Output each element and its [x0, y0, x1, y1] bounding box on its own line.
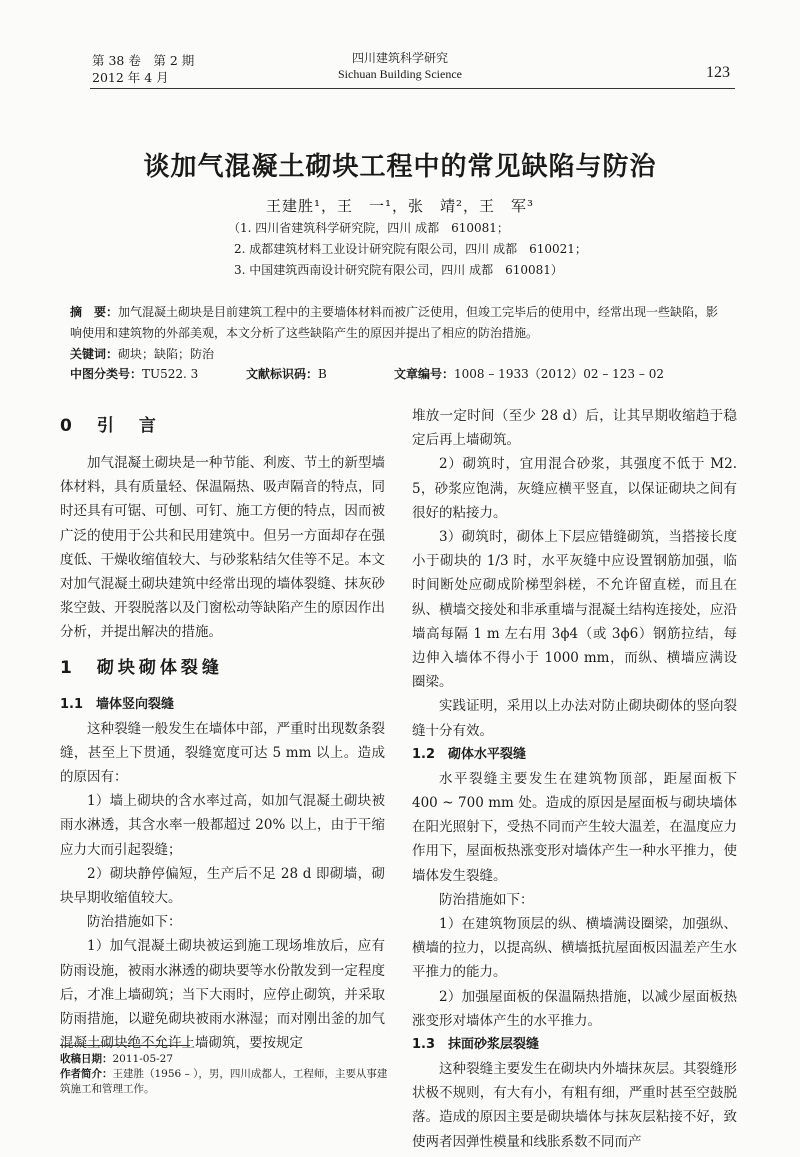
article-title: 谈加气混凝土砌块工程中的常见缺陷与防治 [143, 152, 657, 182]
keywords-text: 砌块；缺陷；防治 [118, 347, 215, 361]
author-bio [60, 1067, 390, 1097]
affiliations [228, 218, 587, 281]
article-number-value: 1008 – 1933（2012）02 – 123 – 02 [454, 367, 664, 381]
running-header-center [0, 50, 800, 82]
received-label: 收稿日期： [60, 1053, 113, 1065]
received-value: 2011-05-27 [112, 1053, 174, 1065]
right-column [412, 404, 737, 1154]
header-rule [90, 88, 735, 89]
doc-code-value: B [318, 367, 327, 381]
section-1-heading: 1 砌块砌体裂缝 [60, 657, 223, 678]
clc-value: TU522. 3 [142, 367, 199, 381]
affiliation-2: 2. 成都建筑材料工业设计研究院有限公司，四川 成都 610021； [234, 242, 587, 256]
page-number: 123 [706, 64, 730, 81]
section-1-1-paragraph-2: 1）墙上砌块的含水率过高，如加气混凝土砌块被雨水淋透，其含水率一般都超过 20% 以上，由于干缩应力大而引起裂缝； [60, 793, 385, 858]
section-1-2-paragraph-3: 1）在建筑物顶层的纵、横墙满设圈梁，加强纵、横墙的拉力，以提高纵、横墙抵抗屋面板因温差产生水平推力的能力。 [412, 916, 737, 981]
section-1-2-paragraph-4: 2）加强屋面板的保温隔热措施，以减少屋面板热涨变形对墙体产生的水平推力。 [412, 988, 737, 1029]
left-column [60, 403, 385, 1055]
author-bio-text: 王建胜（1956 – ），男，四川成都人，工程师，主要从事建筑施工和管理工作。 [60, 1068, 388, 1095]
volume-issue: 第 38 卷 第 2 期 [92, 53, 195, 68]
doc-code-label: 文献标识码： [246, 367, 319, 381]
section-1-1-paragraph-5: 1）加气混凝土砌块被运到施工现场堆放后，应有防雨设施，被雨水淋透的砌块要等水份散发到一定程度后，才准上墙砌筑；当下大雨时，应停止砌筑，并采取防雨措施，以避免砌块被雨水淋湿；而对刚出釜的加气混凝土砌块绝不允许上墙砌筑，要按规定 [60, 938, 385, 1052]
section-1-2-heading: 1.2 砌体水平裂缝 [412, 746, 527, 762]
article-number [394, 365, 664, 382]
section-1-1-paragraph-4: 防治措施如下： [87, 914, 182, 931]
abstract-text: 加气混凝土砌块是目前建筑工程中的主要墙体材料而被广泛使用，但竣工完毕后的使用中，经常出现一些缺陷，影响使用和建筑物的外部美观，本文分析了这些缺陷产生的原因并提出了相应的防治措施。 [70, 305, 719, 340]
right-paragraph-1: 堆放一定时间（至少 28 d）后，让其早期收缩趋于稳定后再上墙砌筑。 [412, 408, 737, 449]
journal-name-cn: 四川建筑科学研究 [351, 51, 448, 65]
affiliation-1: （1. 四川省建筑科学研究院，四川 成都 610081； [228, 221, 509, 235]
right-paragraph-3: 3）砌筑时，砌体上下层应错缝砌筑，当搭接长度小于砌块的 1/3 时，水平灰缝中应设置钢筋加强，临时间断处应砌成阶梯型斜槎，不允许留直槎，而且在纵、横墙交接处和非承重墙与混凝土结构连接处，应沿墙高每隔 1 m 左右用 3ϕ4（或 3ϕ6）钢筋拉结，每边伸入墙体不得小于 1000 mm，而纵、横墙应满设圈梁。 [412, 529, 737, 691]
section-1-3-heading: 1.3 抹面砂浆层裂缝 [412, 1037, 540, 1053]
footnote-rule [60, 1045, 190, 1046]
affiliation-3: 3. 中国建筑西南设计研究院有限公司，四川 成都 610081） [234, 263, 563, 277]
author-bio-label: 作者简介： [60, 1068, 113, 1080]
clc [70, 365, 198, 382]
keywords-label: 关键词： [70, 347, 119, 361]
article-number-label: 文章编号： [394, 367, 455, 381]
abstract [70, 302, 720, 344]
section-1-1-paragraph-3: 2）砌块静停偏短，生产后不足 28 d 即砌墙，砌块早期收缩值较大。 [60, 865, 385, 907]
right-paragraph-4: 实践证明，采用以上办法对防止砌块砌体的竖向裂缝十分有效。 [412, 698, 737, 739]
section-1-2-paragraph-2: 防治措施如下： [439, 891, 534, 908]
section-1-1-heading: 1.1 墙体竖向裂缝 [60, 696, 175, 712]
doc-code [246, 365, 327, 382]
section-0-heading: 0 引 言 [60, 416, 160, 436]
section-1-2-paragraph-1: 水平裂缝主要发生在建筑物顶部，距屋面板下 400 ~ 700 mm 处。造成的原因是屋面板与砌块墙体在阳光照射下，受热不同而产生较大温差，在温度应力作用下，屋面板热涨变形对墙体产生一种水平推力，使墙体发生裂缝。 [412, 770, 737, 884]
keywords [70, 344, 720, 365]
received-date [60, 1052, 390, 1067]
section-0-paragraph: 加气混凝土砌块是一种节能、利废、节土的新型墙体材料，具有质量轻、保温隔热、吸声隔音的特点，同时还具有可锯、可刨、可钉、施工方便的特点，因而被广泛的使用于公共和民用建筑中。但另一方面却存在强度低、干燥收缩值较大、与砂浆粘结欠佳等不足。本文对加气混凝土砌块建筑中经常出现的墙体裂缝、抹灰砂浆空鼓、开裂脱落以及门窗松动等缺陷产生的原因作出分析，并提出解决的措施。 [60, 455, 385, 641]
journal-name-en: Sichuan Building Science [338, 67, 462, 81]
abstract-label: 摘 要： [70, 305, 119, 319]
clc-label: 中图分类号： [70, 367, 143, 381]
author-list: 王建胜¹，王 一¹，张 靖²，王 军³ [265, 197, 535, 215]
section-1-1-paragraph-1: 这种裂缝一般发生在墙体中部，严重时出现数条裂缝，甚至上下贯通，裂缝宽度可达 5 mm 以上。造成的原因有： [60, 720, 385, 786]
right-paragraph-2: 2）砌筑时，宜用混合砂浆，其强度不低于 M2. 5，砂浆应饱满，灰缝应横平竖直，以保证砌块之间有很好的粘接力。 [412, 456, 737, 521]
footnote [60, 1052, 390, 1097]
issue-date: 2012 年 4 月 [92, 70, 169, 85]
section-1-3-paragraph-1: 这种裂缝主要发生在砌块内外墙抹灰层。其裂缝形状极不规则，有大有小，有粗有细，严重时甚至空鼓脱落。造成的原因主要是砌块墙体与抹灰层粘接不好，致使两者因弹性模量和线胀系数不同而产 [412, 1061, 737, 1150]
